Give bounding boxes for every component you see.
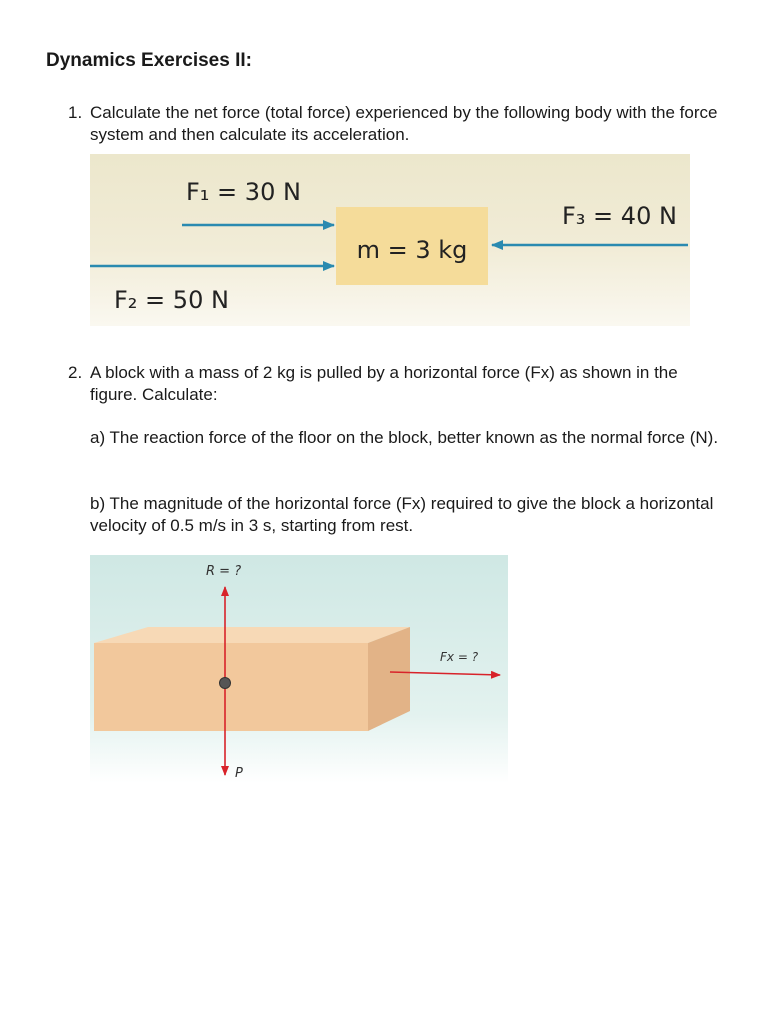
p-label: P — [235, 766, 243, 781]
fx-label: Fx = ? — [440, 650, 479, 664]
force-system-diagram — [90, 154, 690, 326]
question-2-part-a: a) The reaction force of the floor on the block, better known as the normal force (N). — [90, 428, 719, 447]
question-2 — [68, 362, 728, 406]
block-force-diagram — [90, 555, 508, 783]
question-1-text: Calculate the net force (total force) experienced by the following body with the force system and then calculate its acceleration. — [90, 103, 718, 144]
question-1-number: 1. — [68, 103, 83, 122]
question-1 — [68, 102, 728, 146]
block-force-figure — [90, 555, 508, 783]
block-top-face — [94, 627, 410, 643]
f3-label: F₃ = 40 N — [562, 202, 677, 230]
f1-label: F₁ = 30 N — [186, 178, 301, 206]
block-front-face — [94, 643, 368, 731]
mass-label: m = 3 kg — [356, 236, 468, 264]
center-of-mass-dot — [220, 678, 231, 689]
question-2-text: A block with a mass of 2 kg is pulled by a horizontal force (Fx) as shown in the figure. Calculate: — [90, 363, 678, 404]
r-label: R = ? — [206, 564, 242, 579]
page-title: Dynamics Exercises II: — [46, 50, 252, 71]
force-system-figure — [90, 154, 690, 326]
question-2-number: 2. — [68, 363, 83, 382]
f2-label: F₂ = 50 N — [114, 286, 229, 314]
question-2-part-b: b) The magnitude of the horizontal force (Fx) required to give the block a horizontal velocity of 0.5 m/s in 3 s, starting from rest. — [90, 494, 714, 535]
